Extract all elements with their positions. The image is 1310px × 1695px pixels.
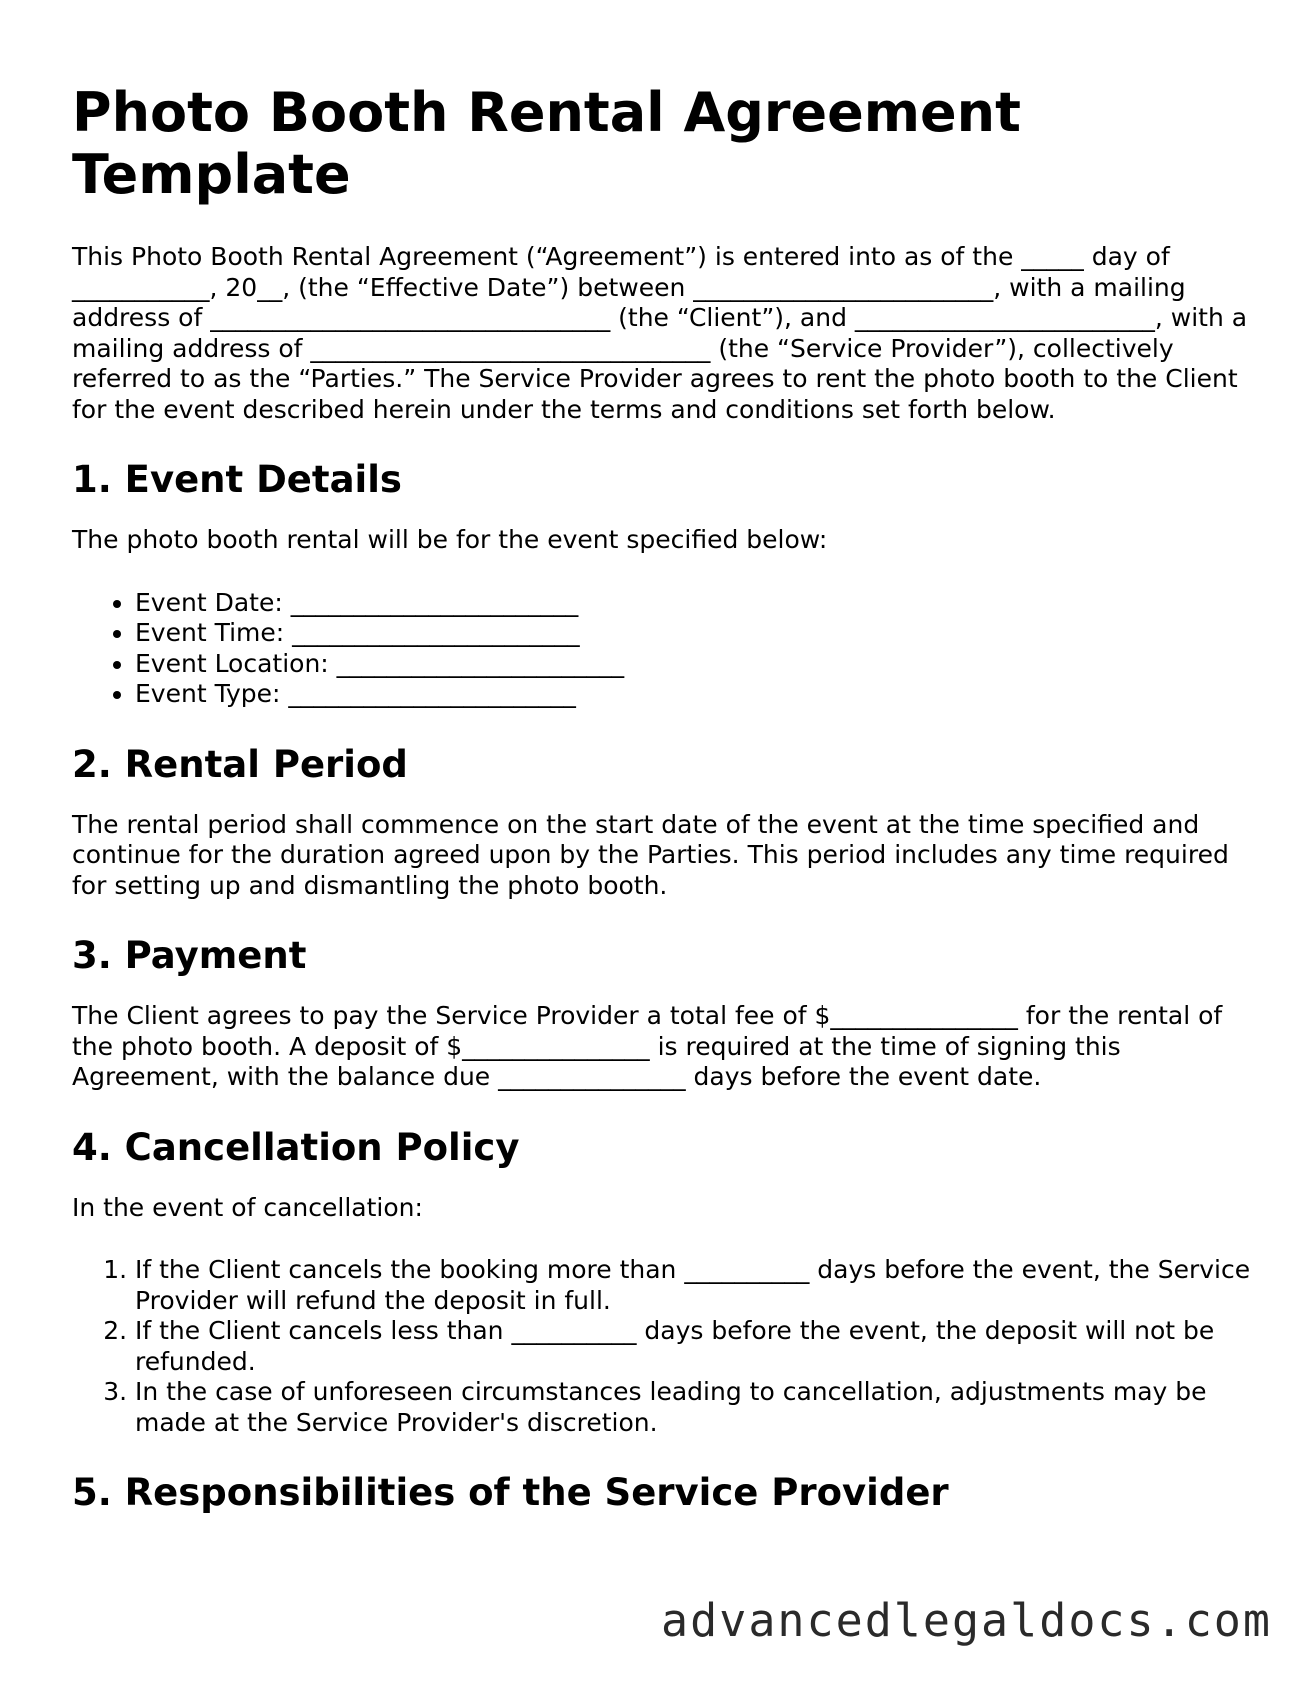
section-heading-responsibilities: 5. Responsibilities of the Service Provider [72,1471,949,1514]
payment-text: The Client agrees to pay the Service Provider a total fee of $_______________ for the rental of the photo booth. A deposit of $_______________ is required at the time of signing this Agreement, with the balance due _______________ days before the event date. [72,1001,1223,1091]
rental-period-text: The rental period shall commence on the start date of the event at the time specified and continue for the duration agreed upon by the Parties. This period includes any time required for setting up and dismantling the photo booth. [72,809,1229,900]
section-heading-event-details: 1. Event Details [72,458,402,501]
footer-watermark: advancedlegaldocs.com [661,1594,1272,1647]
list-item-event-type: • Event Type: _______________________ [135,679,1252,710]
list-item-event-time: • Event Time: _______________________ [135,618,1252,649]
list-item-cancellation-3: 3. In the case of unforeseen circumstances leading to cancellation, adjustments may be made at the Service Provider's discretion. [135,1377,1252,1438]
cancellation-list [72,1255,1252,1438]
intro-paragraph: This Photo Booth Rental Agreement (“Agreement”) is entered into as of the _____ day of ___________, 20__, (the “Effective Date”) between ________________________, with a mailing address of ________________________________ (the “Client”), and ________________________, with a mailing address of ________________________________ (the “Service Provider”), collectively referred to as the “Parties.” The Service Provider agrees to rent the photo booth to the Client for the event described herein under the terms and conditions set forth below. [72,242,1248,424]
event-details-text: The photo booth rental will be for the event specified below: [72,525,828,554]
cancellation-text: In the event of cancellation: [72,1192,423,1222]
section-heading-cancellation-policy: 4. Cancellation Policy [72,1125,520,1169]
event-details-list [72,588,1252,710]
section-heading-rental-period: 2. Rental Period [72,742,408,786]
section-heading-payment: 3. Payment [72,934,307,977]
document-title: Photo Booth Rental Agreement Template [72,81,1021,206]
list-item-cancellation-2: 2. If the Client cancels less than __________ days before the event, the deposit will not be refunded. [135,1316,1252,1377]
list-item-event-location: • Event Location: _______________________ [135,649,1252,680]
list-item-event-date: • Event Date: _______________________ [135,588,1252,619]
document-page [72,82,1252,1538]
list-item-cancellation-1: 1. If the Client cancels the booking more than __________ days before the event, the Service Provider will refund the deposit in full. [135,1255,1252,1316]
